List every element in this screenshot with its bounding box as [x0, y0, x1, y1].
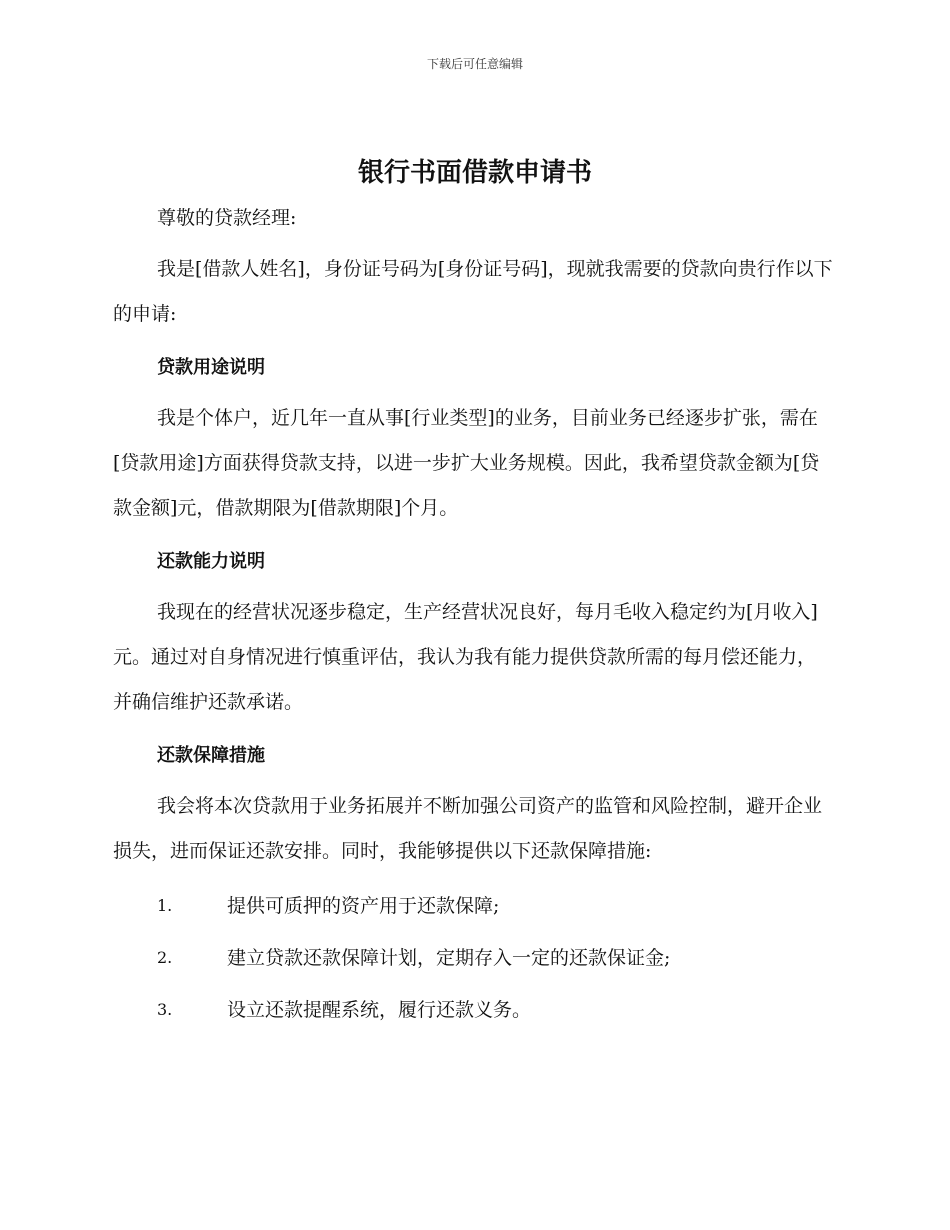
- section-text-repayment-ability: 我现在的经营状况逐步稳定，生产经营状况良好，每月毛收入稳定约为[月收入]元。通过对自身情况进行慎重评估，我认为我有能力提供贷款所需的每月偿还能力，并确信维护还款承诺。: [113, 601, 818, 713]
- list-item-text: 设立还款提醒系统，履行还款义务。: [227, 999, 532, 1021]
- header-note: 下载后可任意编辑: [426, 57, 523, 71]
- section-heading-repayment-ability: 还款能力说明: [157, 551, 265, 572]
- list-item: [157, 932, 833, 984]
- section-text-repayment-guarantee: 我会将本次贷款用于业务拓展并不断加强公司资产的监管和风险控制，避开企业损失，进而保证还款安排。同时，我能够提供以下还款保障措施:: [113, 795, 823, 862]
- list-item-number: 3.: [157, 1000, 173, 1019]
- list-item-number: 2.: [157, 948, 173, 967]
- document-body: [113, 196, 833, 1036]
- list-item-text: 提供可质押的资产用于还款保障;: [227, 895, 500, 917]
- list-item: [157, 880, 833, 932]
- measures-list: [113, 880, 833, 1036]
- list-item-number: 1.: [157, 896, 173, 915]
- list-item: [157, 984, 833, 1036]
- salutation: 尊敬的贷款经理:: [157, 207, 297, 229]
- section-text-loan-purpose: 我是个体户，近几年一直从事[行业类型]的业务，目前业务已经逐步扩张，需在[贷款用途]方面获得贷款支持，以进一步扩大业务规模。因此，我希望贷款金额为[贷款金额]元，借款期限为[借款期限]个月。: [113, 407, 820, 519]
- section-heading-repayment-guarantee: 还款保障措施: [157, 745, 265, 766]
- section-heading-loan-purpose: 贷款用途说明: [157, 357, 265, 378]
- document-title: 银行书面借款申请书: [357, 158, 592, 188]
- list-item-text: 建立贷款还款保障计划，定期存入一定的还款保证金;: [227, 947, 671, 969]
- intro-paragraph: 我是[借款人姓名]，身份证号码为[身份证号码]，现就我需要的贷款向贵行作以下的申请:: [113, 258, 833, 325]
